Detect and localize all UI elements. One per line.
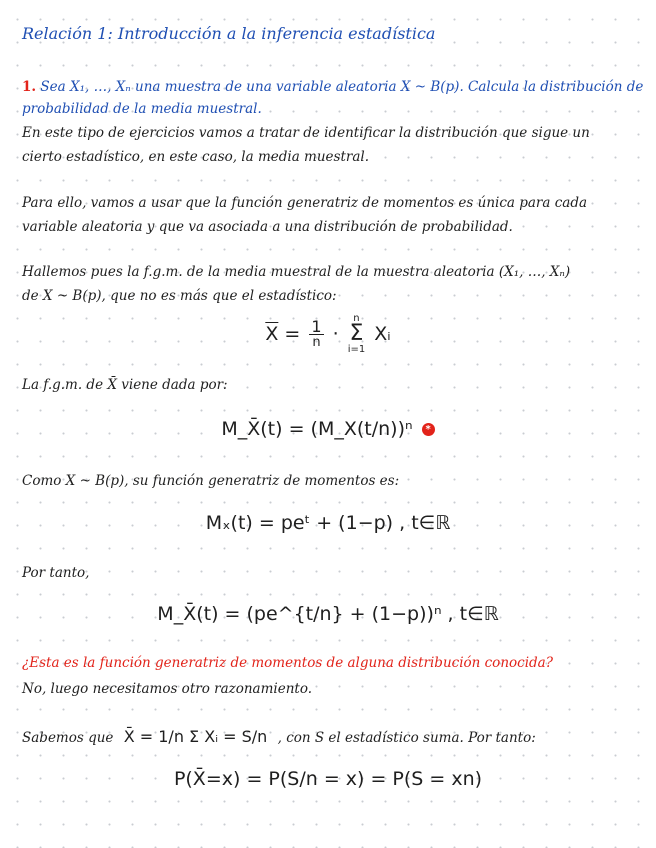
- paragraph-7-prefix: Sabemos que: [22, 730, 114, 746]
- probability-relation-equation: P(X̄=x) = P(S/n = x) = P(S = xn): [173, 768, 483, 790]
- sum-relation-equation: X̄ = 1/n Σ Xᵢ = S/n: [123, 727, 268, 746]
- question-text: ¿Esta es la función generatriz de momentos de alguna distribución conocida?: [22, 655, 553, 671]
- mgf-result-equation: M_X̄(t) = (pe^{t/n} + (1−p))ⁿ , t∈ℝ: [157, 603, 499, 625]
- summation-symbol: n Σ i=1: [347, 313, 366, 355]
- paragraph-1-line-1: En este tipo de ejercicios vamos a tratar de identificar la distribución que sigue un: [22, 125, 590, 141]
- answer-text: No, luego necesitamos otro razonamiento.: [22, 681, 313, 697]
- paragraph-7-suffix: , con S el estadístico suma. Por tanto:: [277, 730, 536, 746]
- red-asterisk-badge: *: [422, 423, 435, 436]
- exercise-statement-line-2: probabilidad de la media muestral.: [22, 101, 262, 117]
- paragraph-6: Por tanto,: [22, 565, 90, 581]
- paragraph-3-line-1: Hallemos pues la f.g.m. de la media muestral de la muestra aleatoria (X₁, …, Xₙ): [22, 264, 571, 280]
- paragraph-2-line-1: Para ello, vamos a usar que la función generatriz de momentos es única para cada: [22, 195, 588, 211]
- exercise-number: 1.: [22, 79, 37, 95]
- mgf-bernoulli-equation: Mₓ(t) = peᵗ + (1−p) , t∈ℝ: [205, 512, 451, 534]
- paragraph-2-line-2: variable aleatoria y que va asociada a una distribución de probabilidad.: [22, 219, 513, 235]
- paragraph-4: La f.g.m. de X̄ viene dada por:: [22, 377, 228, 393]
- paragraph-1-line-2: cierto estadístico, en este caso, la media muestral.: [22, 149, 369, 165]
- page-title: Relación 1: Introducción a la inferencia estadística: [22, 24, 436, 43]
- exercise-statement-text: Sea X₁, …, Xₙ una muestra de una variable aleatoria X ~ B(p). Calcula la distribución de: [40, 79, 644, 95]
- fraction-one-over-n: $\frac{1}{n}$: [311, 317, 322, 350]
- paragraph-5: Como X ~ B(p), su función generatriz de momentos es:: [22, 473, 400, 489]
- mgf-sample-mean-equation: M_X̄(t) = (M_X(t/n))ⁿ *: [0, 418, 656, 440]
- paragraph-3-line-2: de X ~ B(p), que no es más que el estadístico:: [22, 288, 337, 304]
- paragraph-7: [22, 724, 536, 751]
- sample-mean-equation: $\overline{X}$ = $\frac{1}{n}$ · n Σ i=1 Xᵢ: [265, 313, 391, 355]
